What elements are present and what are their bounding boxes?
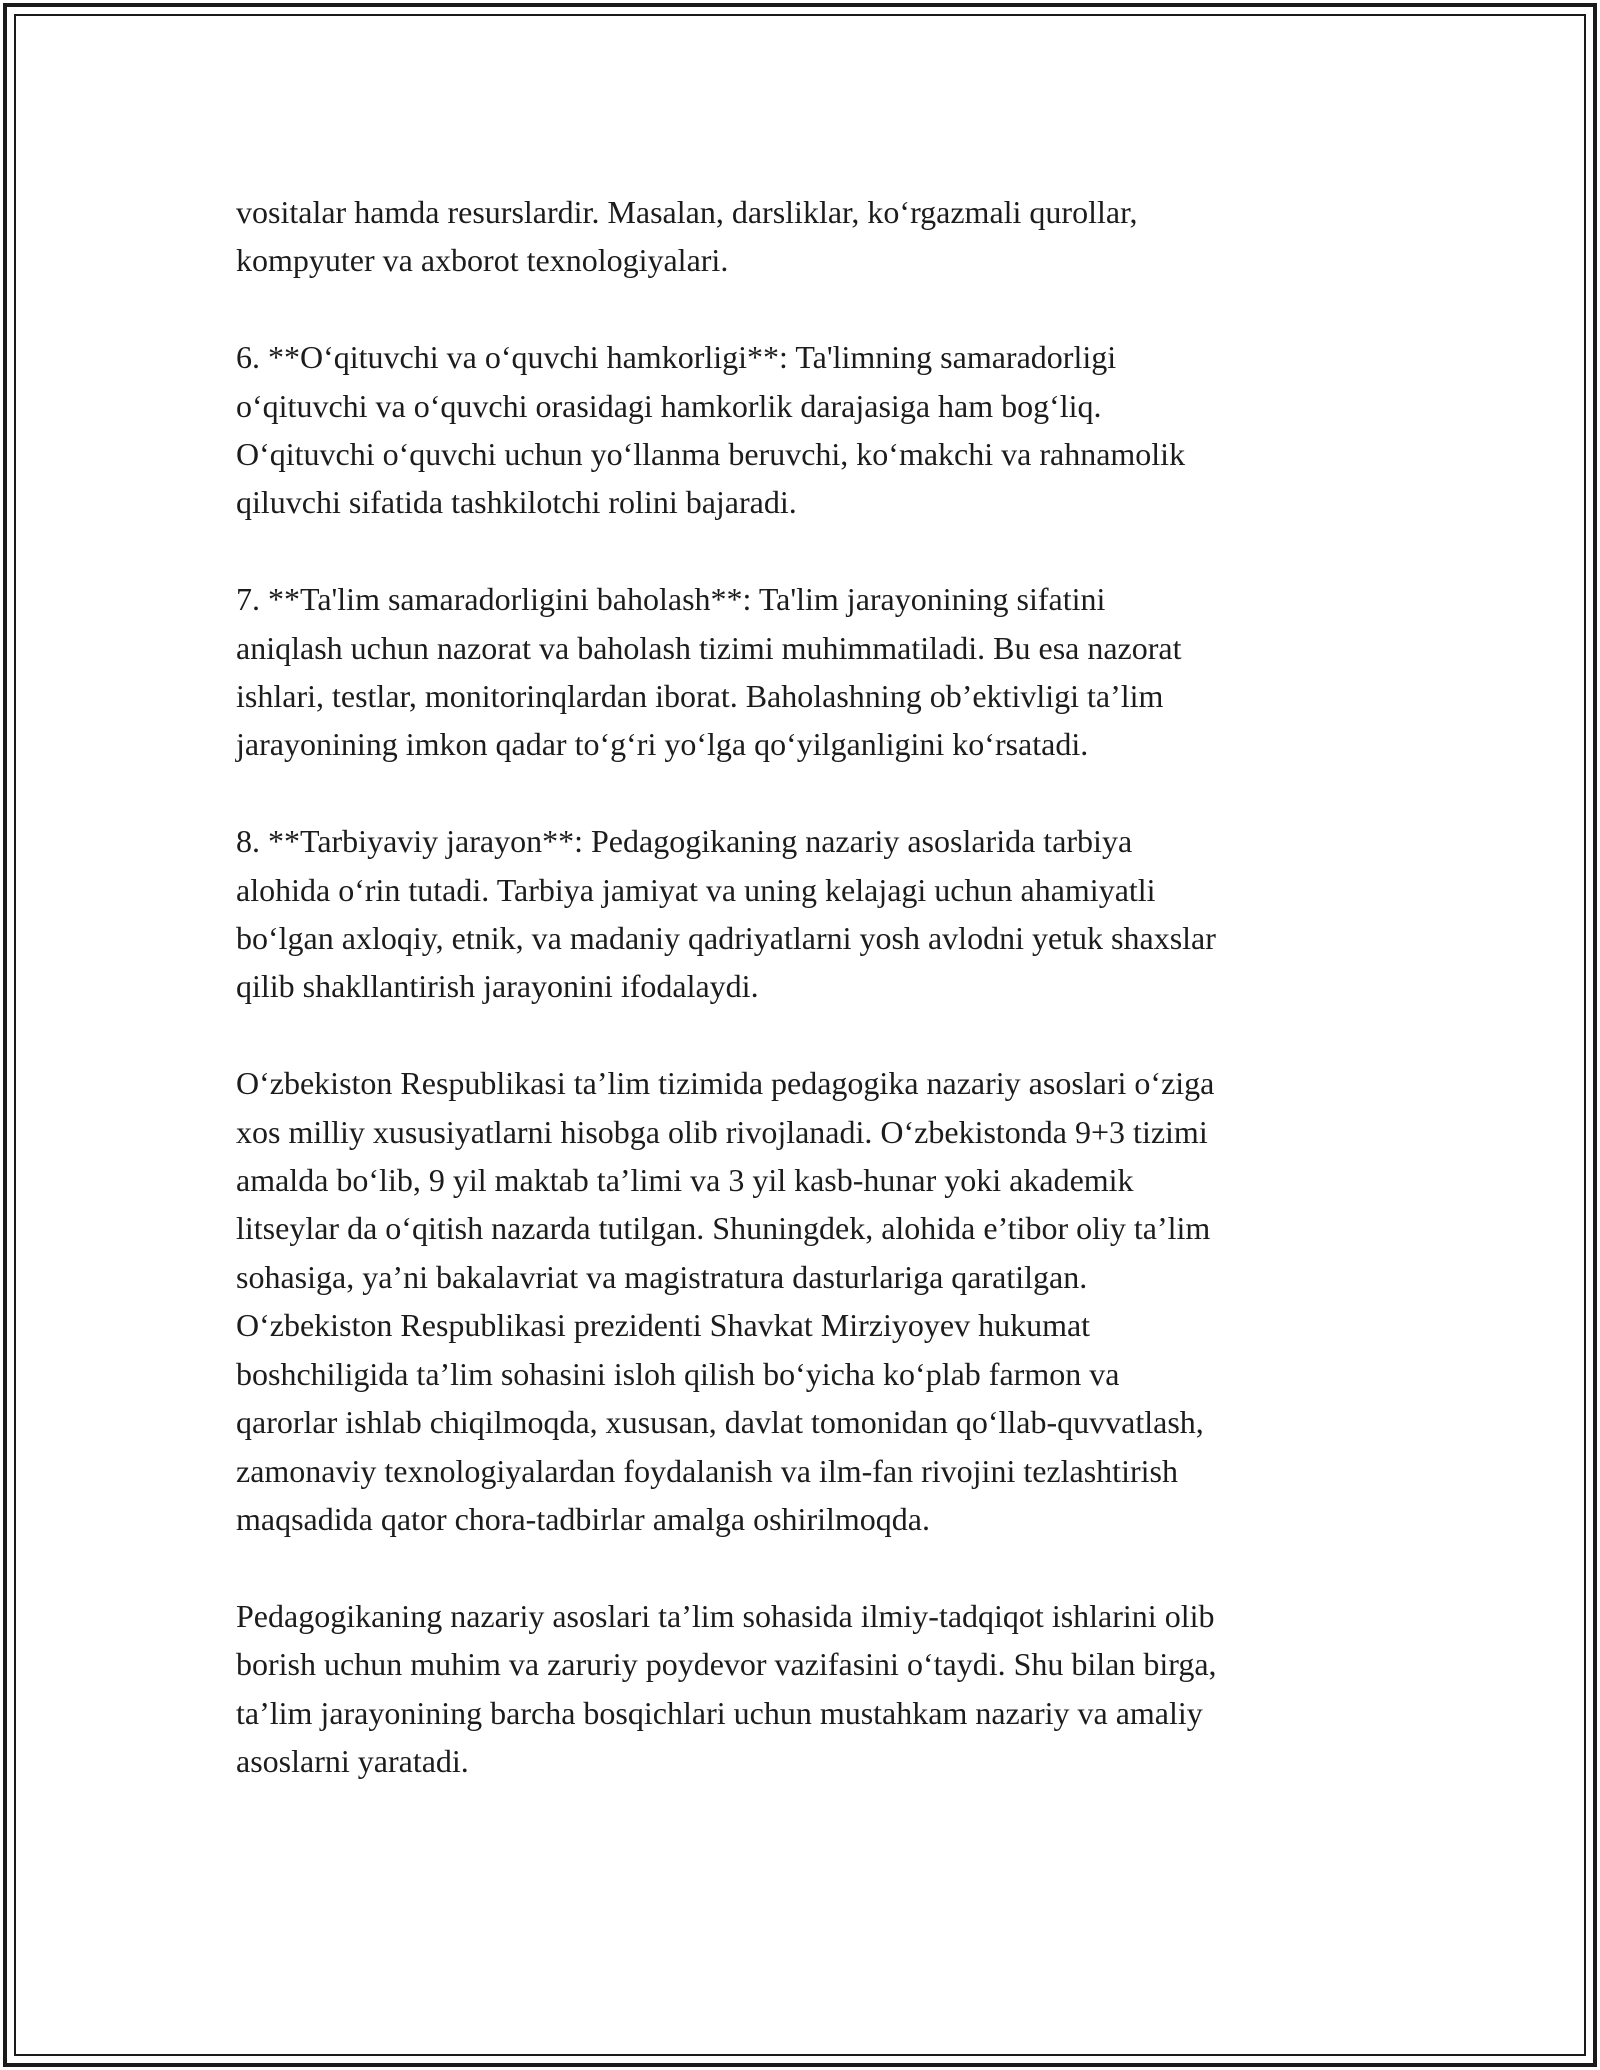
paragraph-conclusion: Pedagogikaning nazariy asoslari ta’lim sohasida ilmiy-tadqiqot ishlarini olib borish uchun muhim va zaruriy poydevor vazifasini oʻtaydi. Shu bilan birga, ta’lim jarayonining barcha bosqichlari uchun mustahkam nazariy va amaliy asoslarni yaratadi. <box>236 1597 1217 1779</box>
paragraph-education-evaluation: 7. **Ta'lim samaradorligini baholash**: Ta'lim jarayonining sifatini aniqlash uchun nazorat va baholash tizimi muhimmatiladi. Bu esa nazorat ishlari, testlar, monitorinqlardan iborat. Baholashning ob’ektivligi ta’lim jarayonining imkon qadar toʻgʻri yoʻlga qoʻyilganligini koʻrsatadi. <box>236 581 1182 763</box>
paragraph-resources: vositalar hamda resurslardir. Masalan, darsliklar, koʻrgazmali qurollar, kompyuter va axborot texnologiyalari. <box>236 194 1138 279</box>
document-body <box>236 188 1376 1834</box>
paragraph-uzbekistan-education-system: Oʻzbekiston Respublikasi ta’lim tizimida pedagogika nazariy asoslari oʻziga xos milliy xususiyatlarni hisobga olib rivojlanadi. Oʻzbekistonda 9+3 tizimi amalda boʻlib, 9 yil maktab ta’limi va 3 yil kasb-hunar yoki akademik litseylar da oʻqitish nazarda tutilgan. Shuningdek, alohida e’tibor oliy ta’lim sohasiga, ya’ni bakalavriat va magistratura dasturlariga qaratilgan. Oʻzbekiston Respublikasi prezidenti Shavkat Mirziyoyev hukumat boshchiligida ta’lim sohasini isloh qilish boʻyicha koʻplab farmon va qarorlar ishlab chiqilmoqda, xususan, davlat tomonidan qoʻllab-quvvatlash, zamonaviy texnologiyalardan foydalanish va ilm-fan rivojini tezlashtirish maqsadida qator chora-tadbirlar amalga oshirilmoqda. <box>236 1065 1215 1537</box>
paragraph-upbringing-process: 8. **Tarbiyaviy jarayon**: Pedagogikaning nazariy asoslarida tarbiya alohida oʻrin tutadi. Tarbiya jamiyat va uning kelajagi uchun ahamiyatli boʻlgan axloqiy, etnik, va madaniy qadriyatlarni yosh avlodni yetuk shaxslar qilib shakllantirish jarayonini ifodalaydi. <box>236 823 1216 1005</box>
paragraph-teacher-student-cooperation: 6. **Oʻqituvchi va oʻquvchi hamkorligi**: Ta'limning samaradorligi oʻqituvchi va oʻquvchi orasidagi hamkorlik darajasiga ham bogʻliq. Oʻqituvchi oʻquvchi uchun yoʻllanma beruvchi, koʻmakchi va rahnamolik qiluvchi sifatida tashkilotchi rolini bajaradi. <box>236 339 1186 521</box>
